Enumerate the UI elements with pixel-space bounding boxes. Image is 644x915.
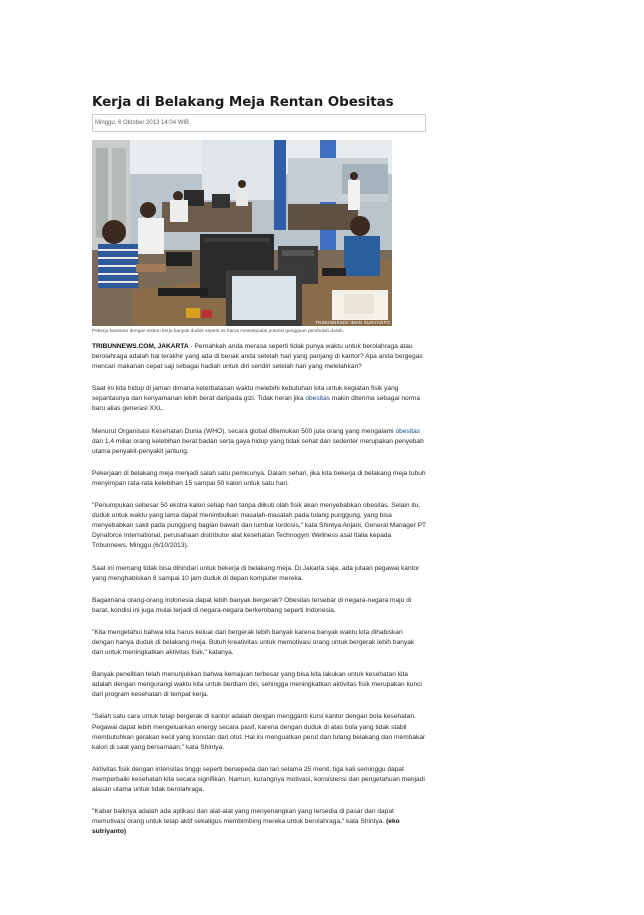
paragraph: Pekerjaan di belakang meja menjadi salah satu pemicunya. Dalam sehari, jika kita bekerja di belakang meja tubuh menyimpan rata-rata kelebihan 15 sampai 50 kalori untuk satu hari.	[92, 469, 426, 487]
paragraph: "Kita mengetahui bahwa kita harus keluar dan bergerak lebih banyak karena banyak waktu kita dihabiskan dengan hanya duduk di belakang meja. Butuh kreativitas untuk memotivasi orang untuk bergerak lebih banyak dan untuk meningkatkan aktivitas fisik," katanya.	[92, 628, 415, 657]
paragraph-text: makin diterima sebagai norma baru alias generasi XXL.	[92, 395, 421, 413]
paragraph-text: - Pernahkah anda merasa seperti tidak punya waktu untuk berolahraga atau berolahraga adalah hal terakhir yang ada di benak anda setelah hari yang panjang di kantor? Apa anda bergegas mencari makanan cepat saji sebagai hadiah untuk diri sendiri setelah hari yang melelahkan?	[92, 343, 423, 371]
office-photo-illustration	[92, 140, 392, 326]
paragraph-text: dan 1,4 miliar orang kelebihan berat badan serta gaya hidup yang tidak sehat dan sedenter merupakan penyebab utama penyakit-penyakit jantung.	[92, 437, 424, 455]
paragraph: Aktivitas fisik dengan intensitas tinggi seperti bersepeda dan lari selama 25 menit, tiga kali seminggu dapat memperbaiki kesehatan kita secara signifikan. Namun, kurangnya motivasi, konsistensi dan pengetahuan menjadi alasan utama untuk tidak berolahraga.	[92, 765, 425, 793]
paragraph: "Salah satu cara untuk tetap bergerak di kantor adalah dengan mengganti kursi kantor dengan bola kesehatan. Pegawai dapat lebih mengeluarkan energy secara pasif, karena dengan duduk di atas bola yang tidak stabil membutuhkan gerakan kecil yang konstan dari otot. Hal ini menguatkan perut dan tulang belakang dan membakar kalori di saat yang bersamaan," kata Shintya.	[92, 713, 426, 751]
paragraph	[92, 384, 426, 414]
paragraph	[92, 342, 426, 372]
article	[92, 94, 426, 849]
paragraph	[92, 807, 426, 837]
author-signature: (eko sutriyanto)	[92, 818, 400, 836]
paragraph	[92, 427, 426, 457]
paragraph: Banyak penelitian telah menunjukkan bahwa kemajuan terbesar yang bisa kita lakukan untuk kesehatan kita adalah dengan mengurangi waktu kita untuk berdiam diri, sehingga meningkatkan aktivitas fisik merupakan kunci dari program kesehatan di tempat kerja.	[92, 671, 422, 699]
photo-caption: Pekerja kantoran dengan sistem kerja banyak duduk seperti ini harus mewaspadai potensi gangguan pembuluh darah.	[92, 329, 344, 334]
paragraph-text: Saat ini kita hidup di jaman dimana keterbatasan waktu melebihi kebutuhan kita untuk kegiatan fisik yang sepantasnya dan kenyamanan lebih berat daripada gizi. Tidak heran jika	[92, 385, 399, 403]
dateline: TRIBUNNEWS.COM, JAKARTA	[92, 343, 189, 350]
photo-credit: TRIBUNNEWS/ IMAN SURYANTO	[315, 320, 390, 325]
paragraph-text: Menurut Organisasi Kesehatan Dunia (WHO), secara global ditemukan 500 juta orang yang mengalami	[92, 427, 396, 435]
paragraph: Saat ini memang tidak bisa dihindari untuk bekerja di belakang meja. Di Jakarta saja, ada jutaan pegawai kantor yang menghabiskan 8 sampai 10 jam duduk di depan komputer mereka.	[92, 564, 420, 582]
keyword-link-obesitas[interactable]: obesitas	[395, 427, 421, 435]
paragraph-text: "Kabar baiknya adalah ada aplikasi dan alat-alat yang menyenangkan yang tersedia di pasar dan dapat memotivasi orang untuk tetap aktif sekaligus membimbing mereka untuk berolahraga," kata Shintya.	[92, 808, 394, 826]
article-title: Kerja di Belakang Meja Rentan Obesitas	[92, 94, 394, 110]
keyword-link-obesitas[interactable]: obesitas	[305, 395, 330, 403]
article-body	[92, 342, 426, 837]
paragraph: "Penumpukan sebesar 50 ekstra kalori setiap hari tanpa diikuti olah fisik akan menyebabkan obesitas. Selain itu, duduk untuk waktu yang lama dapat menimbulkan masalah-masalah pada tulang punggung, yang bisa menyebabkan sakit pada punggung bagian bawah dan lumbar lordosis," kata Shintya Anjani, General Manager PT Dynaforce International, perusahaan distributor alat kesehatan Technogym Wellness asal Italia kepada Tribunnews, Minggu (6/10/2013).	[92, 502, 426, 550]
article-photo	[92, 140, 392, 326]
article-date: Minggu, 6 Oktober 2013 14:04 WIB	[92, 114, 426, 132]
paragraph: Bagaimana orang-orang Indonesia dapat lebih banyak bergerak? Obesitas tersebar di negara-negara maju di barat, kondisi ini juga mulai terjadi di negara-negara berkembang seperti Indonesia.	[92, 596, 412, 614]
